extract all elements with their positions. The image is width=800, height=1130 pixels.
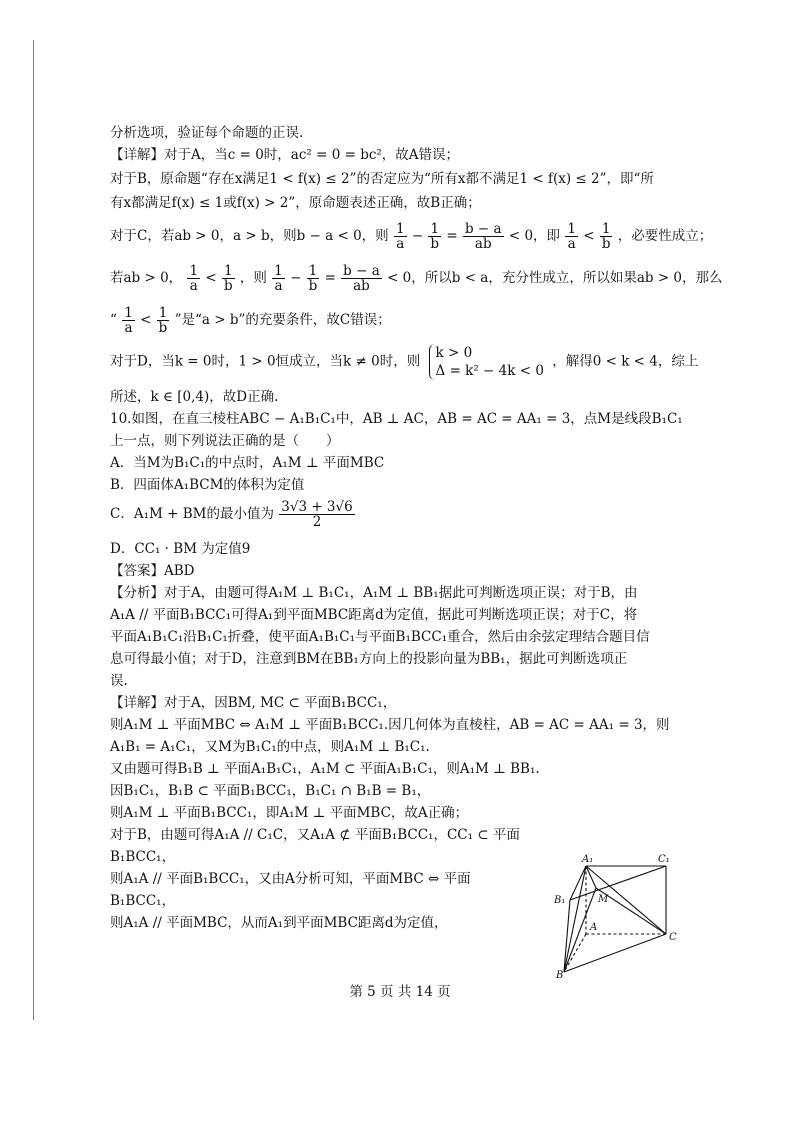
answer: 【答案】ABD [110, 563, 195, 579]
analysis-line: 误. [110, 673, 128, 689]
text-run: ”是“a > b”的充要条件，故C错误； [174, 312, 391, 328]
solution-line: A₁B₁ = A₁C₁，又M为B₁C₁的中点，则A₁M ⊥ B₁C₁. [110, 739, 430, 755]
operator: < [140, 312, 152, 328]
text-run: C．A₁M + BM的最小值为 [110, 506, 274, 522]
text-line-fractions [110, 264, 723, 293]
denominator: b [308, 278, 318, 294]
fraction [187, 264, 200, 293]
edge-bc [564, 934, 666, 972]
fraction [565, 222, 578, 251]
text-line: 对于B，原命题“存在x满足1 < f(x) ≤ 2”的否定应为“所有x都不满足1 < f(x) ≤ 2”，即“所 [110, 171, 654, 187]
denominator: ab [353, 278, 370, 294]
page-footer: 第 5 页 共 14 页 [349, 984, 451, 1000]
solution-line: 又由题可得B₁B ⊥ 平面A₁B₁C₁，A₁M ⊂ 平面A₁B₁C₁，则A₁M ⊥ BB₁. [110, 761, 540, 777]
question-text: 10.如图，在直三棱柱ABC − A₁B₁C₁中，AB ⊥ AC，AB = AC = AA₁ = 3，点M是线段B₁C₁ [110, 411, 683, 427]
numerator: 1 [430, 221, 440, 237]
label-a: A [590, 922, 598, 933]
numerator: 1 [124, 305, 133, 321]
numerator: b − a [464, 221, 502, 237]
denominator: b [430, 236, 440, 252]
operator: < [205, 270, 217, 286]
option-d: D．CC₁ · BM 为定值9 [110, 541, 251, 557]
numerator: 1 [274, 263, 283, 279]
denominator: b [601, 236, 611, 252]
analysis-line: 平面A₁B₁C₁沿B₁C₁折叠，使平面A₁B₁C₁与平面B₁BCC₁重合，然后由余弦定理结合题目信 [110, 629, 650, 645]
numerator: 3√3 + 3√6 [281, 499, 353, 515]
operator: = [324, 270, 336, 286]
option-a: A．当M为B₁C₁的中点时，A₁M ⊥ 平面MBC [110, 455, 385, 471]
text-run: < 0，即 [508, 228, 561, 244]
solution-line: 则A₁A // 平面B₁BCC₁，又由A分析可知，平面MBC ⇔ 平面 [110, 871, 471, 887]
text-line-system [110, 344, 698, 380]
fraction [279, 500, 354, 529]
operator: = [446, 228, 458, 244]
denominator: ab [474, 236, 492, 252]
question-text: 上一点，则下列说法正确的是（ ） [110, 433, 340, 449]
edge-ab-hidden [564, 934, 586, 972]
fraction [394, 222, 407, 251]
text-line-fractions [110, 306, 391, 335]
fraction [222, 264, 235, 293]
fraction [341, 264, 382, 293]
text-line: 有x都满足f(x) ≤ 1或f(x) > 2”，原命题表述正确，故B正确； [110, 195, 481, 211]
system-row: Δ = k² − 4k < 0 [435, 363, 544, 379]
denominator: b [223, 278, 233, 294]
text-run: 对于D，当k = 0时，1 > 0恒成立，当k ≠ 0时，则 [110, 353, 421, 370]
left-margin-rule [33, 40, 34, 1020]
fraction [307, 264, 320, 293]
fraction [600, 222, 613, 251]
text-run: ，必要性成立； [617, 228, 713, 244]
text-run: 若ab > 0， [110, 270, 183, 286]
analysis-line: A₁A // 平面B₁BCC₁可得A₁到平面MBC距离d为定值，据此可判断选项正误；对于C，将 [110, 607, 638, 623]
fraction [272, 264, 285, 293]
edge-b1b [564, 900, 570, 972]
operator: − [411, 228, 424, 244]
text-run: ，则 [239, 270, 267, 286]
label-c1: C₁ [658, 854, 670, 865]
numerator: 1 [189, 263, 199, 279]
segment-a1m [586, 866, 596, 888]
label-c: C [669, 932, 677, 943]
solution-line: 则A₁A // 平面MBC，从而A₁到平面MBC距离d为定值， [110, 915, 448, 931]
label-m: M [598, 894, 609, 905]
denominator: a [567, 236, 576, 252]
solution-line: B₁BCC₁， [110, 893, 176, 909]
solution-line: B₁BCC₁， [110, 849, 176, 865]
denominator: 2 [312, 514, 322, 530]
option-c [110, 500, 356, 529]
numerator: 1 [308, 263, 318, 279]
numerator: 1 [601, 221, 611, 237]
edge-a1b [564, 866, 586, 972]
option-b: B．四面体A₁BCM的体积为定值 [110, 477, 305, 493]
fraction [463, 222, 504, 251]
text-run: < 0，所以b < a，充分性成立，所以如果ab > 0，那么 [387, 270, 723, 286]
equation-system [429, 344, 544, 380]
text-run: “ [110, 312, 117, 328]
system-row: k > 0 [435, 345, 473, 361]
solution-line: 则A₁M ⊥ 平面MBC ⇔ A₁M ⊥ 平面B₁BCC₁.因几何体为直棱柱，AB = AC = AA₁ = 3，则 [110, 717, 670, 733]
analysis-line: 息可得最小值；对于D，注意到BM在BB₁方向上的投影向量为BB₁，据此可判断选项正 [110, 651, 628, 667]
denominator: a [189, 278, 198, 294]
text-run: 对于C，若ab > 0，a > b，则b − a < 0，则 [110, 228, 389, 244]
fraction [122, 306, 135, 335]
numerator: 1 [395, 221, 405, 237]
analysis-line: 【分析】对于A，由题可得A₁M ⊥ B₁C₁，A₁M ⊥ BB₁据此可判断选项正误；对于B，由 [110, 585, 638, 601]
label-b: B [556, 970, 564, 981]
solution-line: 则A₁M ⊥ 平面B₁BCC₁，即A₁M ⊥ 平面MBC，故A正确； [110, 805, 469, 821]
text-line: 所述，k ∈ [0,4)，故D正确. [110, 389, 279, 405]
solution-line: 因B₁C₁，B₁B ⊂ 平面B₁BCC₁，B₁C₁ ∩ B₁B = B₁， [110, 783, 431, 799]
solution-line: 【详解】对于A，因BM, MC ⊂ 平面B₁BCC₁， [110, 695, 397, 711]
numerator: 1 [567, 221, 576, 237]
fraction [428, 222, 441, 251]
numerator: 1 [223, 263, 233, 279]
numerator: b − a [343, 263, 380, 279]
label-b1: B₁ [554, 895, 566, 906]
fraction [157, 306, 170, 335]
denominator: b [158, 320, 168, 336]
operator: − [290, 270, 302, 286]
denominator: a [124, 320, 133, 336]
text-line: 分析选项，验证每个命题的正误. [110, 125, 304, 141]
operator: < [583, 228, 595, 244]
label-a1: A₁ [582, 854, 594, 865]
denominator: a [396, 236, 405, 252]
text-line-fractions [110, 222, 712, 251]
text-run: ，解得0 < k < 4，综上 [552, 353, 699, 370]
solution-line: 对于B，由题可得A₁A // C₁C，又A₁A ⊄ 平面B₁BCC₁，CC₁ ⊂ 平面 [110, 827, 520, 843]
numerator: 1 [158, 305, 168, 321]
prism-figure [548, 852, 688, 982]
denominator: a [274, 278, 283, 294]
text-line: 【详解】对于A，当c = 0时，ac² = 0 = bc²，故A错误； [110, 147, 460, 163]
